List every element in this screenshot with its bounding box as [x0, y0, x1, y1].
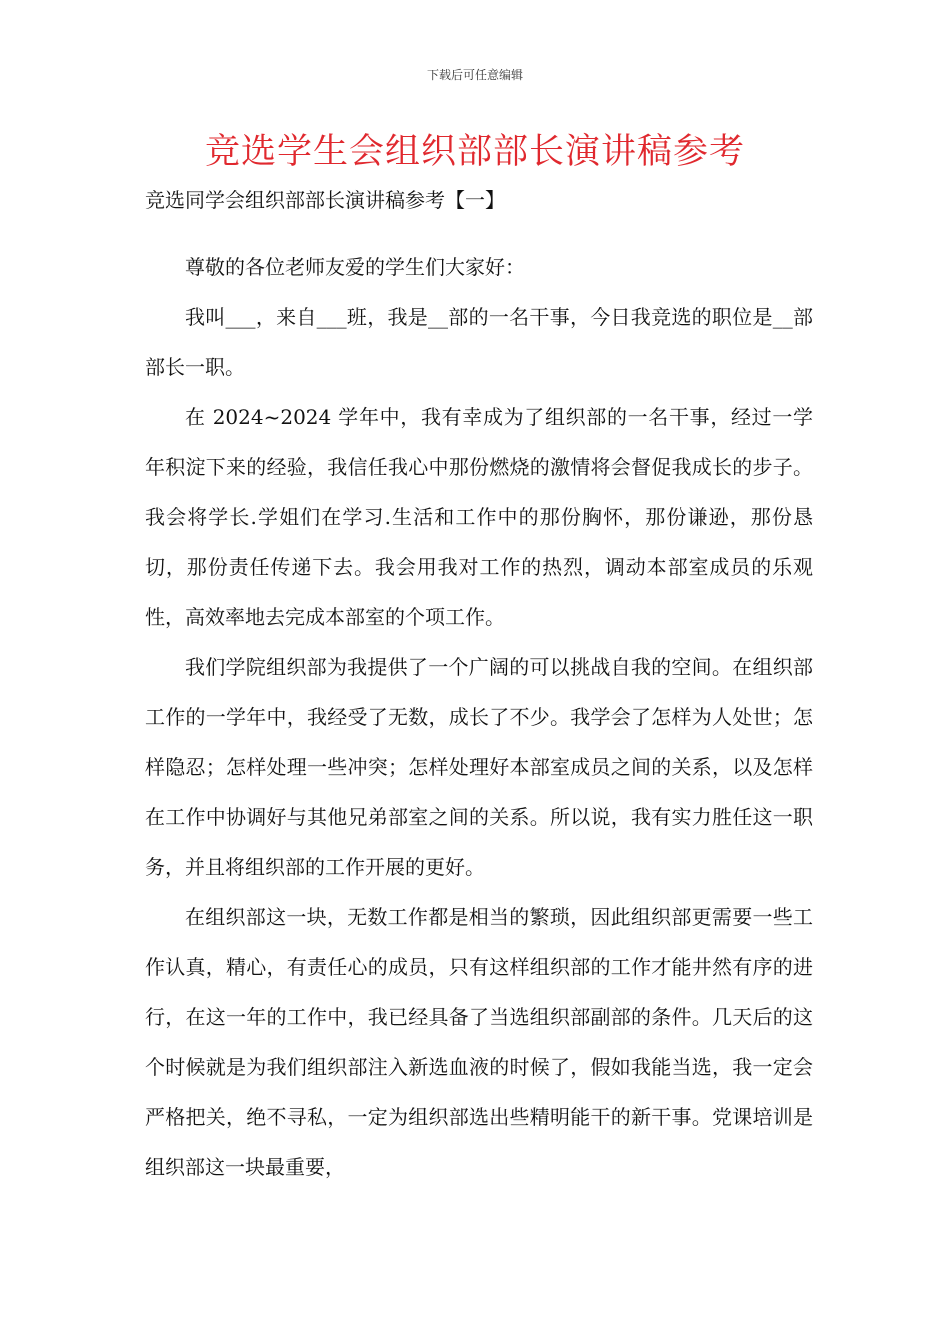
document-title: 竞选学生会组织部部长演讲稿参考 — [204, 132, 745, 172]
document-subtitle: 竞选同学会组织部部长演讲稿参考【一】 — [145, 188, 505, 212]
document-body — [145, 184, 813, 1192]
paragraph-intro: 我叫___，来自___班，我是__部的一名干事，今日我竞选的职位是__部部长一职。 — [145, 305, 813, 379]
header-note: 下载后可任意编辑 — [426, 68, 523, 82]
paragraph-commitment: 在组织部这一块，无数工作都是相当的繁琐，因此组织部更需要一些工作认真，精心，有责任心的成员，只有这样组织部的工作才能井然有序的进行，在这一年的工作中，我已经具备了当选组织部副部的条件。几天后的这个时候就是为我们组织部注入新选血液的时候了，假如我能当选，我一定会严格把关，绝不寻私，一定为组织部选出些精明能干的新干事。党课培训是组织部这一块最重要， — [145, 905, 813, 1179]
paragraph-growth: 我们学院组织部为我提供了一个广阔的可以挑战自我的空间。在组织部工作的一学年中，我经受了无数，成长了不少。我学会了怎样为人处世；怎样隐忍；怎样处理一些冲突；怎样处理好本部室成员之间的关系，以及怎样在工作中协调好与其他兄弟部室之间的关系。所以说，我有实力胜任这一职务，并且将组织部的工作开展的更好。 — [145, 655, 813, 879]
paragraph-greeting: 尊敬的各位老师友爱的学生们大家好： — [185, 255, 525, 279]
paragraph-experience: 在 2024~2024 学年中，我有幸成为了组织部的一名干事，经过一学年积淀下来的经验，我信任我心中那份燃烧的激情将会督促我成长的步子。我会将学长.学姐们在学习.生活和工作中的那份胸怀，那份谦逊，那份恳切，那份责任传递下去。我会用我对工作的热烈，调动本部室成员的乐观性，高效率地去完成本部室的个项工作。 — [145, 405, 813, 629]
